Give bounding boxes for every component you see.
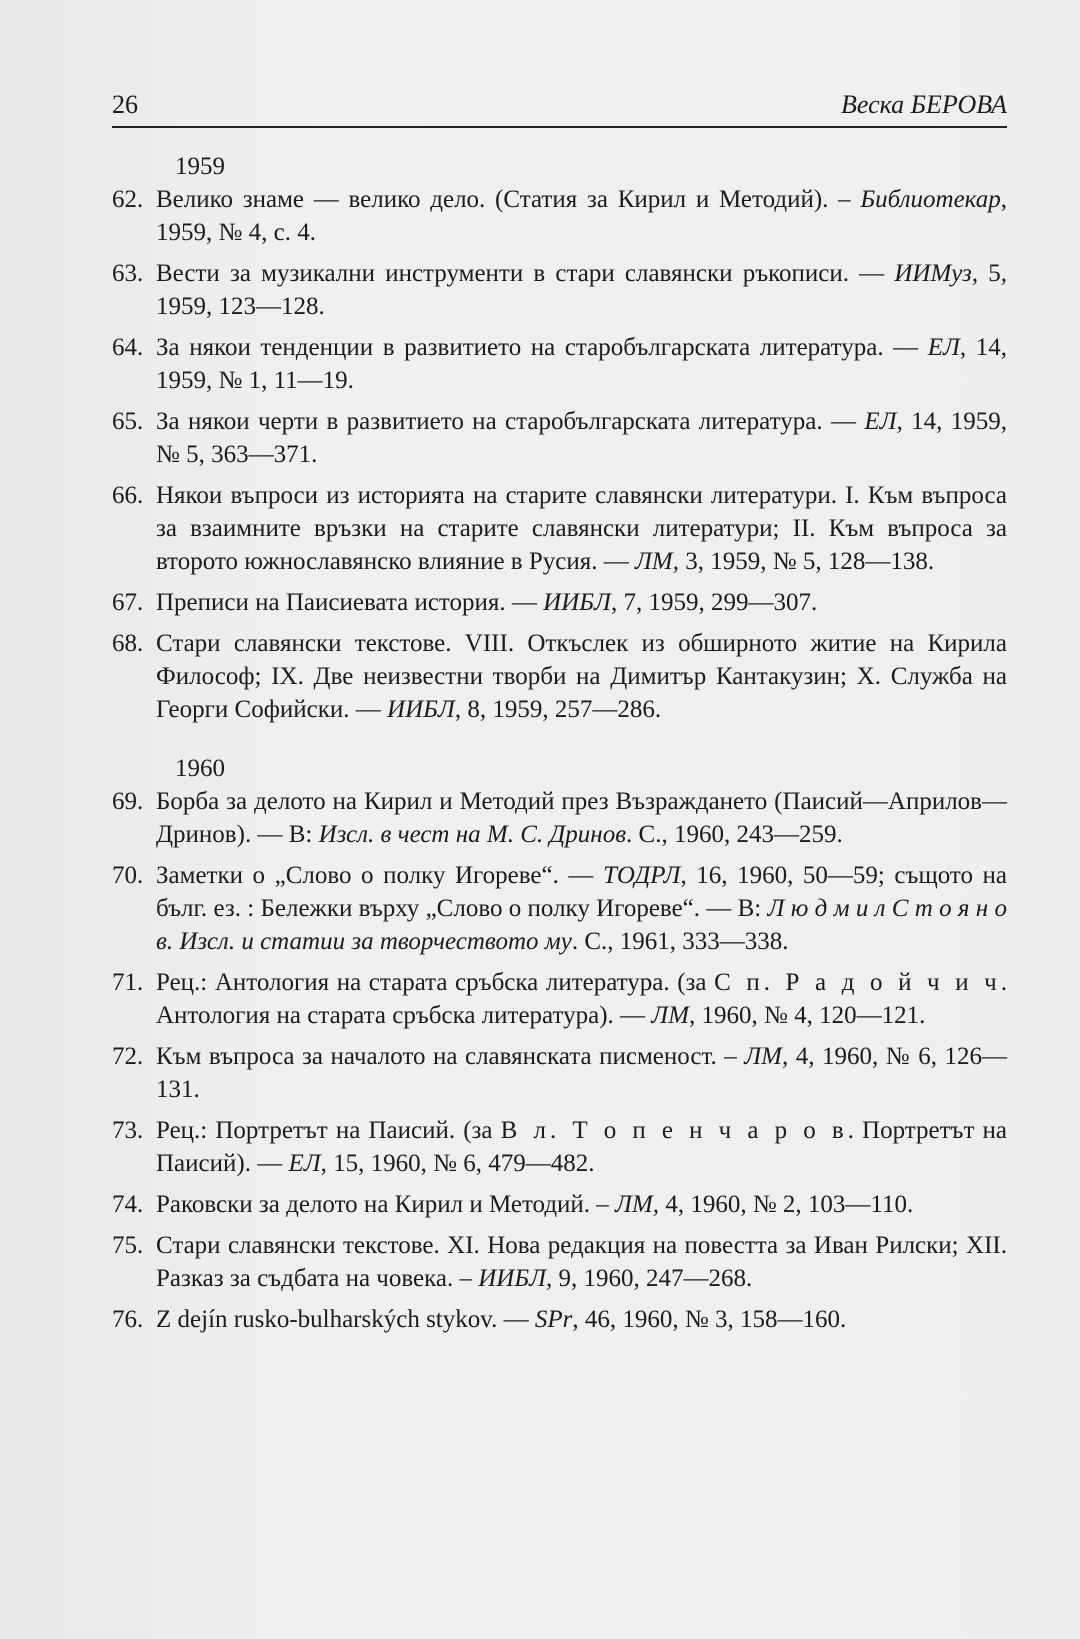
entry-source: ЛМ <box>744 1043 783 1070</box>
year-heading-1960: 1960 <box>175 755 225 782</box>
entry-list-1959 <box>112 183 1007 726</box>
entry-title: Рец.: Портретът на Паисий. (за <box>156 1117 501 1144</box>
bibliography <box>112 150 1007 1344</box>
entry-number: 64. <box>112 334 144 361</box>
entry-title: Велико знаме — велико дело. (Статия за Кирил и Методий). – <box>156 186 861 213</box>
entry-source: ИИБЛ <box>543 589 611 616</box>
entry-title: Заметки о „Слово о полку Игореве“. — <box>156 862 603 889</box>
entry-source: ЕЛ <box>927 334 960 361</box>
entry-source: SPr <box>534 1306 573 1333</box>
entry-source: ЕЛ <box>288 1150 321 1177</box>
entry-number: 76. <box>112 1306 144 1333</box>
entry-title-cont: . Портретът на Паисий). — <box>156 1117 1007 1177</box>
entry-details: , 15, 1960, № 6, 479—482. <box>320 1150 595 1177</box>
entry-title: За някои тенденции в развитието на старобългарската литература. — <box>156 334 928 361</box>
entry-number: 67. <box>112 589 144 616</box>
bibliography-entry <box>112 966 1007 1032</box>
entry-number: 66. <box>112 482 144 509</box>
entry-text <box>156 966 1007 1032</box>
entry-title: Преписи на Паисиевата история. — <box>156 589 544 616</box>
bibliography-entry <box>112 183 1007 249</box>
bibliography-entry <box>112 859 1007 958</box>
entry-number: 68. <box>112 630 144 657</box>
entry-text <box>156 1040 1007 1106</box>
entry-number: 69. <box>112 788 144 815</box>
entry-details: , 1960, № 4, 120—121. <box>689 1002 926 1029</box>
entry-source: ИИМуз <box>894 260 972 287</box>
bibliography-entry <box>112 405 1007 471</box>
entry-details: , 5, 1959, 123—128. <box>156 260 1008 320</box>
entry-title: Борба за делото на Кирил и Методий през Възраждането (Паисий—Априлов—Дринов). — В: <box>156 788 1007 848</box>
bibliography-entry <box>112 1188 1007 1221</box>
entry-source: Библиотекар <box>860 186 1001 213</box>
entry-text <box>156 405 1007 471</box>
entry-source: ЛМ, <box>615 1191 660 1218</box>
entry-title: Вести за музикални инструменти в стари славянски ръкописи. — <box>156 260 895 287</box>
entry-source-2: Л ю д м и л С т о я н о в. Изсл. и статии за творчеството му <box>156 895 1008 955</box>
entry-details: , 7, 1959, 299—307. <box>610 589 818 616</box>
bibliography-entry <box>112 586 1007 619</box>
page-header <box>112 86 1007 128</box>
entry-details: , 3, 1959, № 5, 128—138. <box>672 548 935 575</box>
bibliography-entry <box>112 785 1007 851</box>
entry-source: ТОДРЛ <box>602 862 681 889</box>
bibliography-entry <box>112 1114 1007 1180</box>
entry-author: С п. Р а д о й ч и ч <box>714 969 1001 996</box>
entry-source: ИИБЛ <box>387 696 455 723</box>
entry-number: 62. <box>112 186 144 213</box>
entry-details: , 9, 1960, 247—268. <box>546 1265 753 1292</box>
bibliography-entry <box>112 1229 1007 1295</box>
entry-author: В л. Т о п е н ч а р о в <box>500 1117 848 1144</box>
entry-title: За някои черти в развитието на старобългарската литература. — <box>156 408 865 435</box>
entry-details: , 14, 1959, № 1, 11—19. <box>156 334 1007 394</box>
entry-number: 73. <box>112 1117 144 1144</box>
entry-title: Някои въпроси из историята на старите славянски литератури. I. Към въпроса за взаимните връзки на старите славянски литератури; II. Към въпроса за второто южнославянско влияние в Русия. — <box>156 482 1007 575</box>
entry-text <box>156 627 1007 726</box>
entry-source: ЕЛ, <box>864 408 903 435</box>
entry-details: , 1959, № 4, с. 4. <box>156 186 1007 246</box>
entry-details: , 8, 1959, 257—286. <box>454 696 662 723</box>
entry-title-cont: . Антология на старата сръбска литература). — <box>156 969 1007 1029</box>
entry-text <box>156 1229 1007 1295</box>
entry-source: ИИБЛ <box>478 1265 547 1292</box>
entry-text <box>156 183 1007 249</box>
entry-title: Стари славянски текстове. VIII. Откъслек из обширното житие на Кирила Философ; IX. Две неизвестни творби на Димитър Кантакузин; X. Служба на Георги Софийски. — <box>156 630 1007 723</box>
entry-text <box>156 859 1007 958</box>
running-head: Веска БЕРОВА <box>841 90 1007 119</box>
entry-title: Раковски за делото на Кирил и Методий. – <box>156 1191 616 1218</box>
entry-source: ЛМ <box>651 1002 690 1029</box>
entry-details: 4, 1960, № 2, 103—110. <box>659 1191 914 1218</box>
bibliography-entry <box>112 627 1007 726</box>
bibliography-entry <box>112 257 1007 323</box>
entry-text <box>156 257 1007 323</box>
bibliography-entry <box>112 1040 1007 1106</box>
entry-text <box>156 479 1007 578</box>
entry-number: 75. <box>112 1232 144 1259</box>
entry-details: , 4, 1960, № 6, 126—131. <box>156 1043 1007 1103</box>
entry-source: Изсл. в чест на М. С. Дринов <box>318 821 627 848</box>
entry-text <box>156 1303 1007 1336</box>
entry-details: , 16, 1960, 50—59; същото на бълг. ез. : Бележки върху „Слово о полку Игореве“. — В: <box>156 862 1007 922</box>
entry-details: 14, 1959, № 5, 363—371. <box>156 408 1007 468</box>
year-heading-1959: 1959 <box>175 153 225 180</box>
bibliography-entry <box>112 331 1007 397</box>
page-number: 26 <box>112 90 138 119</box>
entry-text <box>156 331 1007 397</box>
entry-title: Z dejín rusko-bulharských stykov. — <box>156 1306 535 1333</box>
entry-number: 72. <box>112 1043 144 1070</box>
entry-title: Рец.: Антология на старата сръбска литература. (за <box>156 969 715 996</box>
entry-details: . С., 1960, 243—259. <box>626 821 843 848</box>
entry-title: Към въпроса за началото на славянската писменост. – <box>156 1043 745 1070</box>
entry-number: 70. <box>112 862 144 889</box>
entry-details: , 46, 1960, № 3, 158—160. <box>572 1306 847 1333</box>
entry-number: 63. <box>112 260 144 287</box>
bibliography-entry <box>112 479 1007 578</box>
entry-number: 71. <box>112 969 144 996</box>
entry-source: ЛМ <box>634 548 673 575</box>
bibliography-entry <box>112 1303 1007 1336</box>
entry-text <box>156 1188 1007 1221</box>
entry-list-1960 <box>112 785 1007 1336</box>
entry-text <box>156 586 1007 619</box>
entry-number: 65. <box>112 408 144 435</box>
entry-title: Стари славянски текстове. XI. Нова редакция на повестта за Иван Рилски; XII. Разказ за съдбата на човека. – <box>156 1232 1007 1292</box>
entry-text <box>156 785 1007 851</box>
entry-text <box>156 1114 1007 1180</box>
entry-details-2: . С., 1961, 333—338. <box>571 928 789 955</box>
entry-number: 74. <box>112 1191 144 1218</box>
